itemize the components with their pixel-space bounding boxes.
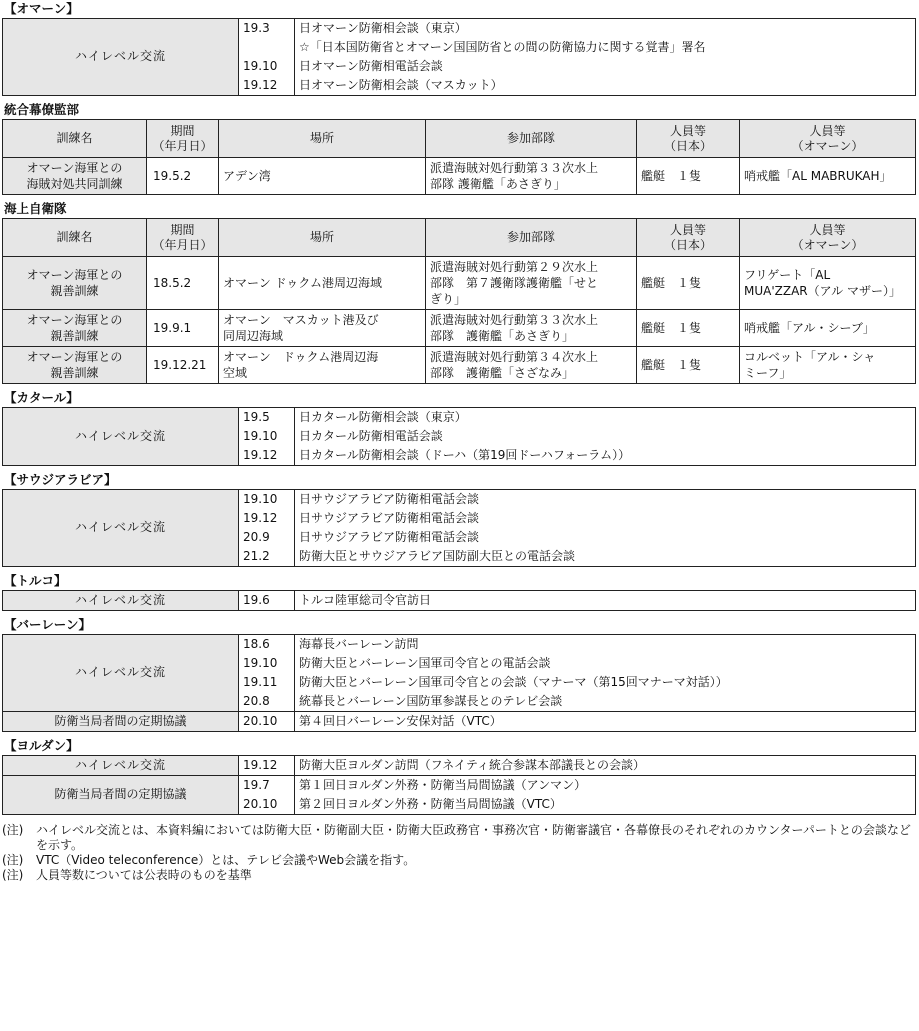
cell-personnel-japan: 艦艇 １隻 bbox=[637, 310, 740, 347]
saudi-high-level-table bbox=[2, 489, 916, 567]
cell-exercise-name: オマーン海軍との 海賊対処共同訓練 bbox=[3, 158, 147, 195]
header-period: 期間 （年月日） bbox=[147, 120, 219, 158]
cell-place: オマーン ドゥクム港周辺海域 bbox=[219, 257, 426, 310]
cell-period: 19.5.2 bbox=[147, 158, 219, 195]
event-date bbox=[243, 38, 290, 57]
events-cell bbox=[295, 776, 916, 815]
event-text: 日サウジアラビア防衛相電話会談 bbox=[299, 492, 480, 506]
dates-cell bbox=[239, 635, 295, 712]
dates-cell bbox=[239, 490, 295, 567]
event-date: 20.9 bbox=[243, 530, 270, 544]
event-date: 19.3 bbox=[243, 21, 270, 35]
event-text: 日オマーン防衛相電話会談 bbox=[299, 59, 443, 73]
table-header-row bbox=[3, 219, 916, 257]
event-text: 防衛大臣とバーレーン国軍司令官との会談（マナーマ（第15回マナーマ対話）） bbox=[299, 675, 728, 689]
event-date: 19.6 bbox=[243, 593, 270, 607]
event-text: 日カタール防衛相会談（東京） bbox=[299, 410, 467, 424]
event-date: 19.12 bbox=[243, 78, 278, 92]
table-row bbox=[3, 158, 916, 195]
oman-high-level-table bbox=[2, 18, 916, 96]
cell-period: 18.5.2 bbox=[147, 257, 219, 310]
msdf-exercise-table bbox=[2, 218, 916, 384]
event-text: トルコ陸軍総司令官訪日 bbox=[299, 593, 432, 607]
section-heading-qatar: 【カタール】 bbox=[4, 390, 79, 405]
table-row bbox=[3, 310, 916, 347]
cell-personnel-japan: 艦艇 １隻 bbox=[637, 347, 740, 384]
row-label-regular-talks: 防衛当局者間の定期協議 bbox=[3, 712, 239, 732]
event-date: 19.10 bbox=[243, 656, 278, 670]
event-text: 日サウジアラビア防衛相電話会談 bbox=[299, 530, 480, 544]
cell-personnel-oman: 哨戒艦「AL MABRUKAH」 bbox=[740, 158, 916, 195]
header-unit: 参加部隊 bbox=[426, 219, 637, 257]
cell-exercise-name: オマーン海軍との 親善訓練 bbox=[3, 310, 147, 347]
dates-cell bbox=[239, 19, 295, 96]
event-text: 防衛大臣とバーレーン国軍司令官との電話会談 bbox=[299, 656, 551, 670]
cell-unit: 派遣海賊対処行動第３３次水上 部隊 護衛艦「あさぎり」 bbox=[426, 158, 637, 195]
event-date: 19.10 bbox=[243, 492, 278, 506]
header-personnel-oman: 人員等 （オマーン） bbox=[740, 120, 916, 158]
event-text: 第１回日ヨルダン外務・防衛当局間協議（アンマン） bbox=[299, 778, 587, 792]
cell-period: 19.12.21 bbox=[147, 347, 219, 384]
header-unit: 参加部隊 bbox=[426, 120, 637, 158]
section-heading-joint-staff: 統合幕僚監部 bbox=[4, 102, 80, 117]
cell-personnel-oman: フリゲート「AL MUA'ZZAR（アル マザー）」 bbox=[740, 257, 916, 310]
event-date: 19.5 bbox=[243, 410, 270, 424]
dates-cell bbox=[239, 408, 295, 466]
joint-exercise-table bbox=[2, 119, 916, 195]
cell-place: オマーン マスカット港及び 同周辺海域 bbox=[219, 310, 426, 347]
event-text: 日オマーン防衛相会談（東京） bbox=[299, 21, 467, 35]
cell-unit: 派遣海賊対処行動第３３次水上 部隊 護衛艦「あさぎり」 bbox=[426, 310, 637, 347]
qatar-high-level-table bbox=[2, 407, 916, 466]
row-label: ハイレベル交流 bbox=[3, 408, 239, 466]
section-heading-bahrain: 【バーレーン】 bbox=[4, 617, 92, 632]
row-label-regular-talks: 防衛当局者間の定期協議 bbox=[3, 776, 239, 815]
row-label: ハイレベル交流 bbox=[3, 19, 239, 96]
events-cell bbox=[295, 408, 916, 466]
header-exercise-name: 訓練名 bbox=[3, 219, 147, 257]
row-label: ハイレベル交流 bbox=[3, 756, 239, 776]
event-date: 19.12 bbox=[243, 758, 278, 772]
cell-personnel-japan: 艦艇 １隻 bbox=[637, 257, 740, 310]
row-label: ハイレベル交流 bbox=[3, 591, 239, 611]
cell-place: アデン湾 bbox=[219, 158, 426, 195]
dates-cell bbox=[239, 712, 295, 732]
section-heading-jordan: 【ヨルダン】 bbox=[4, 738, 79, 753]
dates-cell bbox=[239, 591, 295, 611]
cell-unit: 派遣海賊対処行動第３４次水上 部隊 護衛艦「さざなみ」 bbox=[426, 347, 637, 384]
cell-exercise-name: オマーン海軍との 親善訓練 bbox=[3, 347, 147, 384]
event-date: 19.10 bbox=[243, 429, 278, 443]
row-label: ハイレベル交流 bbox=[3, 490, 239, 567]
bahrain-table bbox=[2, 634, 916, 732]
event-text: ☆「日本国防衛省とオマーン国国防省との間の防衛協力に関する覚書」署名 bbox=[299, 40, 706, 54]
header-exercise-name: 訓練名 bbox=[3, 120, 147, 158]
jordan-table bbox=[2, 755, 916, 815]
cell-exercise-name: オマーン海軍との 親善訓練 bbox=[3, 257, 147, 310]
turkey-high-level-table bbox=[2, 590, 916, 611]
table-header-row bbox=[3, 120, 916, 158]
event-text: 統幕長とバーレーン国防軍参謀長とのテレビ会談 bbox=[299, 694, 563, 708]
event-date: 20.8 bbox=[243, 694, 270, 708]
event-text: 防衛大臣ヨルダン訪問（フネイティ統合参謀本部議長との会談） bbox=[299, 758, 645, 772]
table-row bbox=[3, 347, 916, 384]
section-heading-turkey: 【トルコ】 bbox=[4, 573, 67, 588]
event-date: 19.7 bbox=[243, 778, 270, 792]
cell-personnel-oman: 哨戒艦「アル・シーブ」 bbox=[740, 310, 916, 347]
event-date: 21.2 bbox=[243, 549, 270, 563]
cell-personnel-japan: 艦艇 １隻 bbox=[637, 158, 740, 195]
header-personnel-japan: 人員等 （日本） bbox=[637, 219, 740, 257]
event-date: 20.10 bbox=[243, 714, 278, 728]
header-place: 場所 bbox=[219, 219, 426, 257]
footnote: (注) ハイレベル交流とは、本資料編においては防衛大臣・防衛副大臣・防衛大臣政務官・事務次官・防衛審議官・各幕僚長のそれぞれのカウンターパートとの会談などを示す。 bbox=[2, 823, 911, 852]
header-personnel-japan: 人員等 （日本） bbox=[637, 120, 740, 158]
event-text: 防衛大臣とサウジアラビア国防副大臣との電話会談 bbox=[299, 549, 576, 563]
event-text: 日サウジアラビア防衛相電話会談 bbox=[299, 511, 480, 525]
event-text: 海幕長バーレーン訪問 bbox=[299, 637, 419, 651]
event-text: 第４回日バーレーン安保対話（VTC） bbox=[299, 714, 502, 728]
header-personnel-oman: 人員等 （オマーン） bbox=[740, 219, 916, 257]
event-text: 日オマーン防衛相会談（マスカット） bbox=[299, 78, 503, 92]
cell-place: オマーン ドゥクム港周辺海 空域 bbox=[219, 347, 426, 384]
event-text: 日カタール防衛相電話会談 bbox=[299, 429, 443, 443]
cell-unit: 派遣海賊対処行動第２９次水上 部隊 第７護衛隊護衛艦「せと ぎり」 bbox=[426, 257, 637, 310]
header-period: 期間 （年月日） bbox=[147, 219, 219, 257]
section-heading-msdf: 海上自衛隊 bbox=[4, 201, 67, 216]
events-cell bbox=[295, 490, 916, 567]
row-label: ハイレベル交流 bbox=[3, 635, 239, 712]
footnote: (注) VTC（Video teleconference）とは、テレビ会議やWeb会議を指す。 bbox=[2, 853, 416, 867]
events-cell bbox=[295, 591, 916, 611]
footnotes bbox=[2, 823, 919, 883]
events-cell bbox=[295, 712, 916, 732]
event-text: 第２回日ヨルダン外務・防衛当局間協議（VTC） bbox=[299, 797, 562, 811]
cell-period: 19.9.1 bbox=[147, 310, 219, 347]
section-heading-saudi-arabia: 【サウジアラビア】 bbox=[4, 472, 117, 487]
events-cell bbox=[295, 635, 916, 712]
event-date: 18.6 bbox=[243, 637, 270, 651]
section-heading-oman: 【オマーン】 bbox=[4, 1, 79, 16]
event-date: 19.10 bbox=[243, 59, 278, 73]
header-place: 場所 bbox=[219, 120, 426, 158]
dates-cell bbox=[239, 776, 295, 815]
event-date: 19.11 bbox=[243, 675, 278, 689]
event-date: 20.10 bbox=[243, 797, 278, 811]
events-cell bbox=[295, 19, 916, 96]
table-row bbox=[3, 257, 916, 310]
cell-personnel-oman: コルベット「アル・シャ ミーフ」 bbox=[740, 347, 916, 384]
footnote: (注) 人員等数については公表時のものを基準 bbox=[2, 868, 252, 882]
event-text: 日カタール防衛相会談（ドーハ（第19回ドーハフォーラム）） bbox=[299, 448, 631, 462]
dates-cell bbox=[239, 756, 295, 776]
events-cell bbox=[295, 756, 916, 776]
event-date: 19.12 bbox=[243, 448, 278, 462]
event-date: 19.12 bbox=[243, 511, 278, 525]
